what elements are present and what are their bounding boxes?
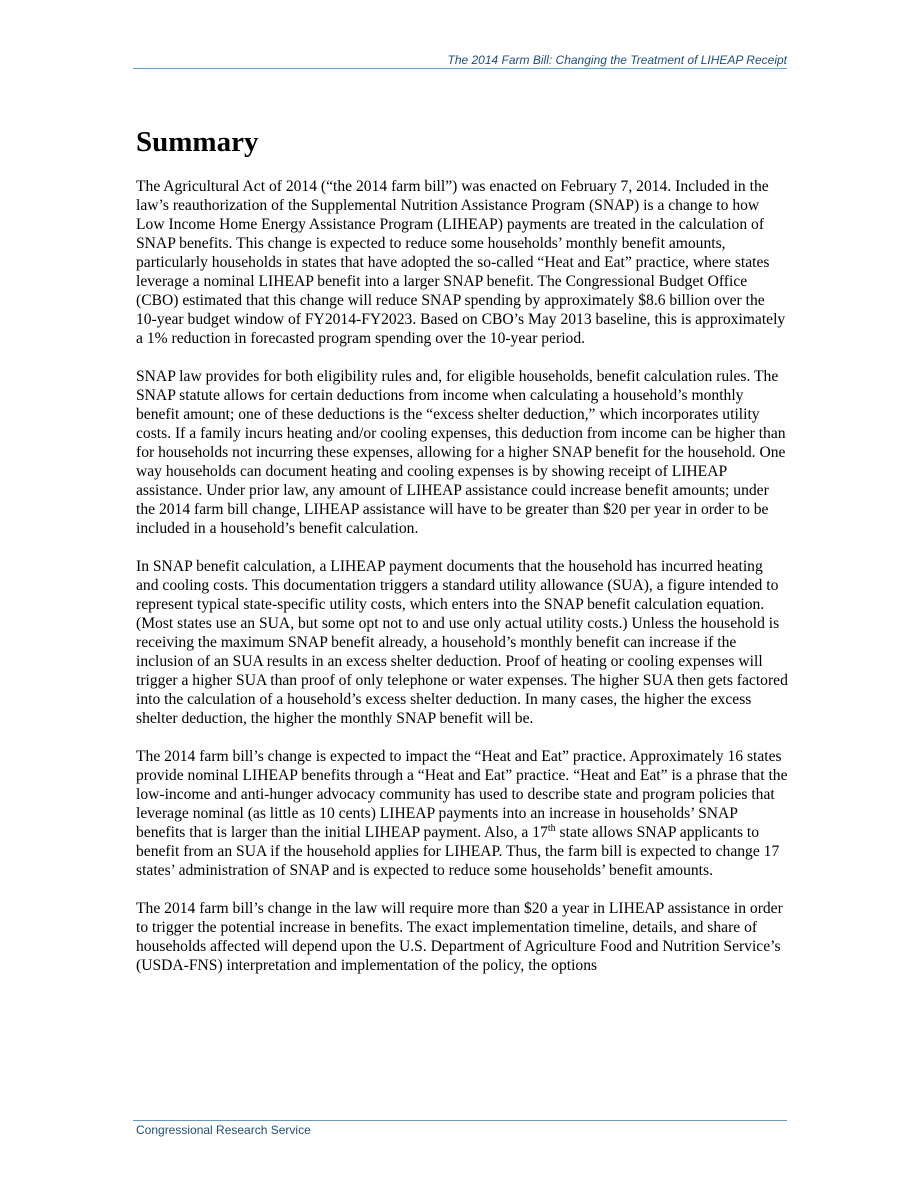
paragraph-5: The 2014 farm bill’s change in the law will require more than $20 a year in LIHEAP assistance in order to trigger the potential increase in benefits. The exact implementation timeline, details, and share of households affected will depend upon the U.S. Department of Agriculture Food and Nutrition Service’s (USDA-FNS) interpretation and implementation of the policy, the options	[136, 900, 783, 974]
running-footer: Congressional Research Service	[136, 1123, 311, 1137]
page-title: Summary	[136, 126, 259, 158]
paragraph-4-text-a: The 2014 farm bill’s change is expected to impact the “Heat and Eat” practice. Approximately 16 states provide nominal LIHEAP benefits through a “Heat and Eat” practice. “Heat and Eat” is a phrase that the low-income and anti-hunger advocacy community has used to describe state and program policies that leverage nominal (as little as 10 cents) LIHEAP payments into an increase in households’ SNAP benefits that is larger than the initial LIHEAP payment. Also, a 17	[136, 748, 788, 841]
paragraph-1: The Agricultural Act of 2014 (“the 2014 farm bill”) was enacted on February 7, 2014. Included in the law’s reauthorization of the Supplemental Nutrition Assistance Program (SNAP) is a change to how Low Income Home Energy Assistance Program (LIHEAP) payments are treated in the calculation of SNAP benefits. This change is expected to reduce some households’ monthly benefit amounts, particularly households in states that have adopted the so-called “Heat and Eat” practice, where states leverage a nominal LIHEAP benefit into a larger SNAP benefit. The Congressional Budget Office (CBO) estimated that this change will reduce SNAP spending by approximately $8.6 billion over the 10-year budget window of FY2014-FY2023. Based on CBO’s May 2013 baseline, this is approximately a 1% reduction in forecasted program spending over the 10-year period.	[136, 178, 786, 347]
paragraph-2: SNAP law provides for both eligibility rules and, for eligible households, benefit calculation rules. The SNAP statute allows for certain deductions from income when calculating a household’s monthly benefit amount; one of these deductions is the “excess shelter deduction,” which incorporates utility costs. If a family incurs heating and/or cooling expenses, this deduction from income can be higher than for households not incurring these expenses, allowing for a higher SNAP benefit for the household. One way households can document heating and cooling expenses is by showing receipt of LIHEAP assistance. Under prior law, any amount of LIHEAP assistance could increase benefit amounts; under the 2014 farm bill change, LIHEAP assistance will have to be greater than $20 per year in order to be included in a household’s benefit calculation.	[136, 368, 786, 537]
paragraph-4	[136, 747, 788, 880]
header-rule	[133, 68, 787, 69]
ordinal-suffix: th	[547, 822, 556, 834]
running-header: The 2014 Farm Bill: Changing the Treatment of LIHEAP Receipt	[447, 53, 787, 67]
footer-rule	[133, 1120, 787, 1121]
paragraph-4-text-b: state allows SNAP applicants to benefit from an SUA if the household applies for LIHEAP. Thus, the farm bill is expected to change 17 states’ administration of SNAP and is expected to reduce some households’ benefit amounts.	[136, 824, 780, 879]
paragraph-3: In SNAP benefit calculation, a LIHEAP payment documents that the household has incurred heating and cooling costs. This documentation triggers a standard utility allowance (SUA), a figure intended to represent typical state-specific utility costs, which enters into the SNAP benefit calculation equation. (Most states use an SUA, but some opt not to and use only actual utility costs.) Unless the household is receiving the maximum SNAP benefit already, a household’s monthly benefit can increase if the inclusion of an SUA results in an excess shelter deduction. Proof of heating or cooling expenses will trigger a higher SUA than proof of only telephone or water expenses. The higher SUA then gets factored into the calculation of a household’s excess shelter deduction. In many cases, the higher the excess shelter deduction, the higher the monthly SNAP benefit will be.	[136, 558, 788, 727]
body-text	[136, 177, 788, 994]
